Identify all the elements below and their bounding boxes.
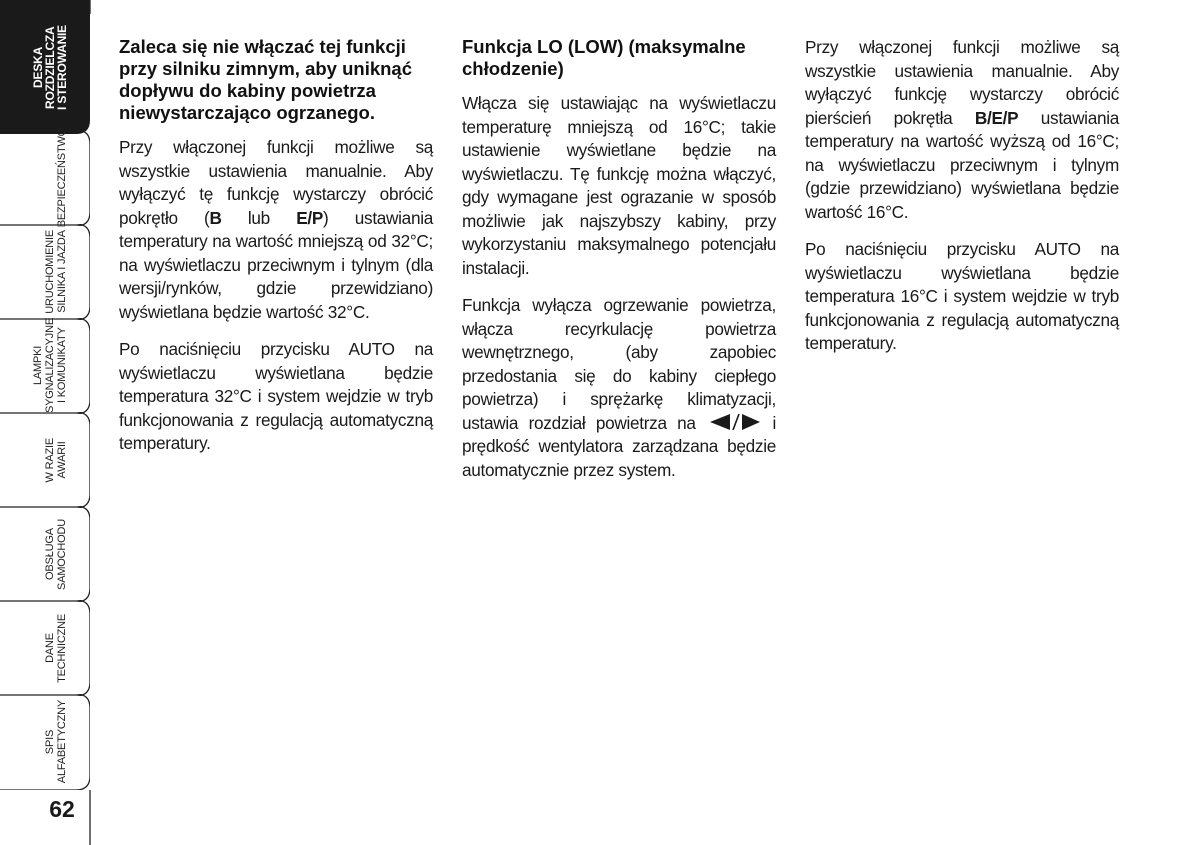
air-distribution-icon: [706, 413, 762, 431]
warning-heading: Zaleca się nie włączać tej funkcji przy silniku zimnym, aby uniknąć dopływu do kabiny powietrza niewystarczająco ogrzanego.: [119, 36, 413, 123]
chapter-sidebar: [0, 0, 100, 845]
column-2: [462, 36, 776, 496]
paragraph: Włącza się ustawiając na wyświetlaczu temperaturę mniejszą od 16°C; takie ustawienie wyświetlane będzie na wyświetlaczu. Tę funkcję można włączyć, gdy wymagane jest ograzanie w sposób możliwie jak najszybszy kabiny, przy wykorzystaniu maksymalnego potencjału instalacji.: [462, 93, 776, 278]
tab-label: SPIS ALFABETYCZNY: [44, 700, 68, 784]
paragraph: [119, 136, 433, 324]
text-run: Przy włączonej funkcji możliwe są wszystkie ustawienia manualnie. Aby wyłączyć tę funkcję wystarczy obrócić pokrętło (: [119, 137, 433, 228]
text-run: ) ustawiania temperatury na wartość mniejszą od 32°C; na wyświetlaczu przeciwnym i tylnym (dla wersji/rynków, gdzie przewidziano) wyświetlana będzie wartość 32°C.: [119, 207, 433, 322]
paragraph: Po naciśnięciu przycisku AUTO na wyświetlaczu wyświetlana będzie temperatura 16°C i system wejdzie w tryb funkcjonowania z regulacją automatyczną temperatury.: [805, 239, 1119, 353]
tab-label: OBSŁUGA SAMOCHODU: [44, 518, 68, 590]
paragraph: Po naciśnięciu przycisku AUTO na wyświetlaczu wyświetlana będzie temperatura 32°C i system wejdzie w tryb funkcjonowania z regulacją automatyczną temperatury.: [119, 339, 433, 453]
bold-text: E/P: [296, 207, 324, 228]
column-3: [805, 36, 1119, 370]
bold-text: B/E/P: [974, 107, 1019, 128]
page-number: 62: [49, 796, 75, 822]
bold-text: B: [209, 207, 222, 228]
tab-label: LAMPKI SYGNALIZACYJNE I KOMUNIKATY: [32, 318, 68, 414]
text-run: Funkcja wyłącza ogrzewanie powietrza, włącza recyrkulację powietrza wewnętrznego, (aby zapobiec przedostania się do kabiny ciepłego powietrza) i sprężarkę klimatyzacji, ustawia rozdział powietrza na: [462, 295, 776, 433]
text-run: i prędkość wentylatora zarządzana będzie automatycznie przez system.: [462, 412, 777, 480]
tab-label: BEZPIECZEŃSTWO: [56, 128, 68, 228]
column-1: [119, 36, 433, 470]
text-run: ustawiania temperatury na wartość wyższą od 16°C; na wyświetlaczu przeciwnym i tylnym (gdzie przewidziano) wyświetlana będzie wartość 16°C.: [805, 107, 1119, 222]
section-heading: Funkcja LO (LOW) (maksymalne chłodzenie): [462, 36, 746, 79]
text-run: lub: [221, 207, 297, 228]
text-run: Przy włączonej funkcji możliwe są wszystkie ustawienia manualnie. Aby wyłączyć funkcję wystarczy obrócić pierścień pokrętła: [805, 37, 1119, 128]
tab-label: URUCHOMIENIE SILNIKA I JAZDA: [44, 230, 68, 314]
paragraph: [462, 294, 776, 482]
paragraph: [805, 36, 1119, 224]
tab-label: DANE TECHNICZNE: [44, 613, 68, 683]
tab-label: DESKA ROZDZIELCZA I STEROWANIE: [31, 24, 69, 110]
tab-label: W RAZIE AWARII: [44, 437, 68, 483]
